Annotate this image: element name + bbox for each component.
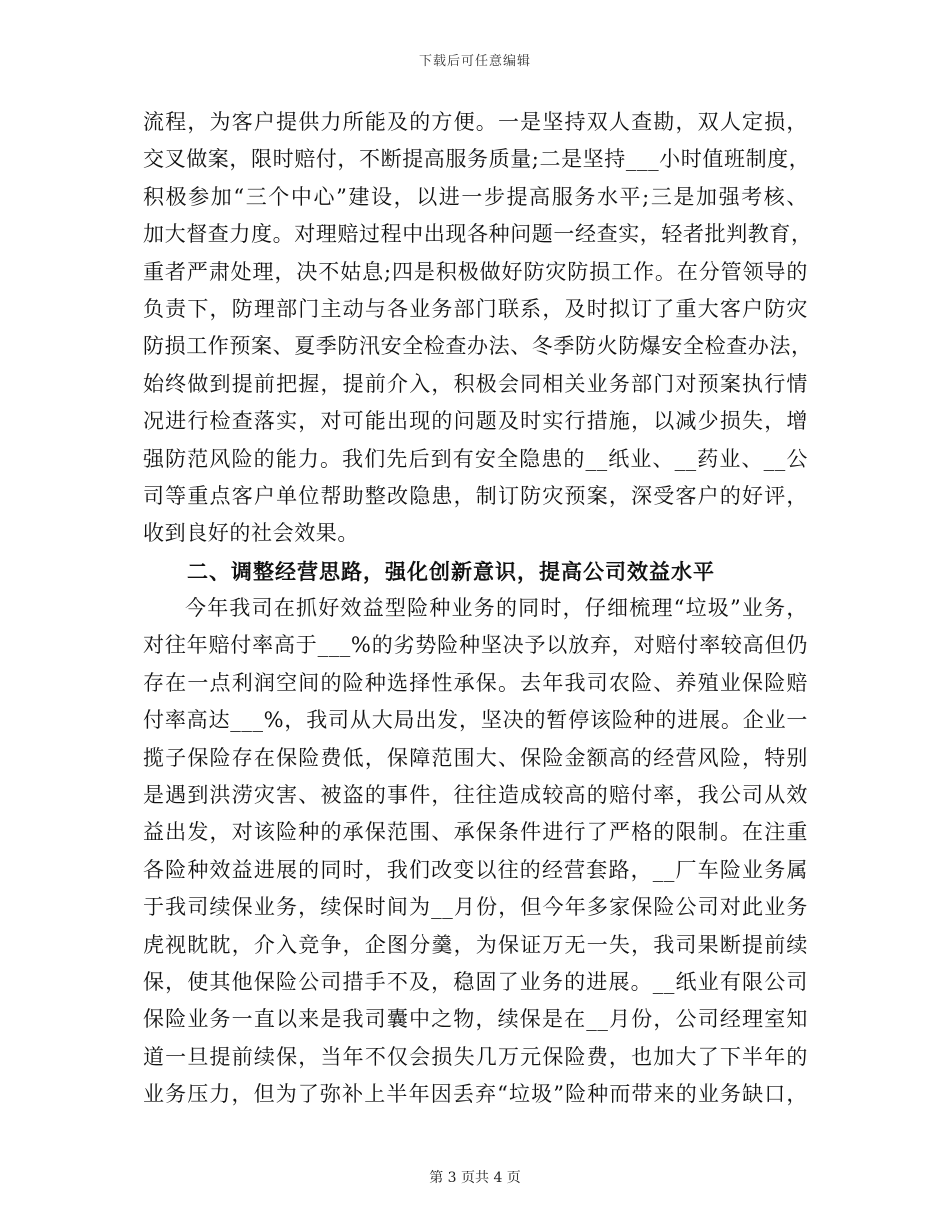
text-line: 是遇到洪涝灾害、被盗的事件，往往造成较高的赔付率，我公司从效 [143, 783, 808, 808]
page-header: 下载后可任意编辑 [418, 54, 531, 69]
text-line: 今年我司在抓好效益型险种业务的同时，仔细梳理“垃圾”业务， [185, 596, 808, 621]
text-line: 保，使其他保险公司措手不及，稳固了业务的进展。__纸业有限公司 [143, 969, 808, 994]
text-line: 付率高达___%，我司从大局出发，坚决的暂停该险种的进展。企业一 [143, 708, 808, 733]
text-line: 重者严肃处理，决不姑息;四是积极做好防灾防损工作。在分管领导的 [143, 259, 808, 284]
text-line: 各险种效益进展的同时，我们改变以往的经营套路，__厂车险业务属 [143, 857, 808, 882]
text-line: 存在一点利润空间的险种选择性承保。去年我司农险、养殖业保险赔 [143, 670, 808, 695]
text-line: 流程，为客户提供力所能及的方便。一是坚持双人查勘，双人定损， [143, 110, 808, 134]
text-line: 负责下，防理部门主动与各业务部门联系，及时拟订了重大客户防灾 [143, 296, 808, 321]
text-line: 交叉做案，限时赔付，不断提高服务质量;二是坚持___小时值班制度， [143, 147, 811, 172]
text-line: 道一旦提前续保，当年不仅会损失几万元保险费，也加大了下半年的 [143, 1044, 808, 1069]
text-line: 积极参加“三个中心”建设，以进一步提高服务水平;三是加强考核、 [143, 184, 808, 209]
text-line: 强防范风险的能力。我们先后到有安全隐患的__纸业、__药业、__公 [143, 446, 808, 471]
text-line: 保险业务一直以来是我司囊中之物，续保是在__月份，公司经理室知 [143, 1007, 808, 1032]
section-heading: 二、调整经营思路，强化创新意识，提高公司效益水平 [187, 558, 715, 584]
text-line: 司等重点客户单位帮助整改隐患，制订防灾预案，深受客户的好评， [143, 483, 808, 508]
text-line: 于我司续保业务，续保时间为__月份，但今年多家保险公司对此业务 [143, 895, 808, 920]
document-body [143, 104, 813, 1114]
page-number: 第 3 页共 4 页 [429, 1170, 521, 1186]
text-line: 加大督查力度。对理赔过程中出现各种问题一经查实，轻者批判教育， [143, 222, 813, 247]
text-line: 收到良好的社会效果。 [143, 521, 359, 546]
text-line: 虎视眈眈，介入竞争，企图分羹，为保证万无一失，我司果断提前续 [143, 932, 808, 957]
text-line: 防损工作预案、夏季防汛安全检查办法、冬季防火防爆安全检查办法， [143, 334, 813, 359]
text-line: 业务压力，但为了弥补上半年因丢弃“垃圾”险种而带来的业务缺口， [143, 1082, 808, 1107]
text-line: 始终做到提前把握，提前介入，积极会同相关业务部门对预案执行情 [143, 371, 808, 396]
text-line: 益出发，对该险种的承保范围、承保条件进行了严格的限制。在注重 [143, 820, 808, 845]
text-line: 揽子保险存在保险费低，保障范围大、保险金额高的经营风险，特别 [143, 745, 808, 770]
text-line: 对往年赔付率高于___%的劣势险种坚决予以放弃，对赔付率较高但仍 [143, 633, 808, 658]
text-line: 况进行检查落实，对可能出现的问题及时实行措施，以减少损失，增 [143, 409, 808, 434]
